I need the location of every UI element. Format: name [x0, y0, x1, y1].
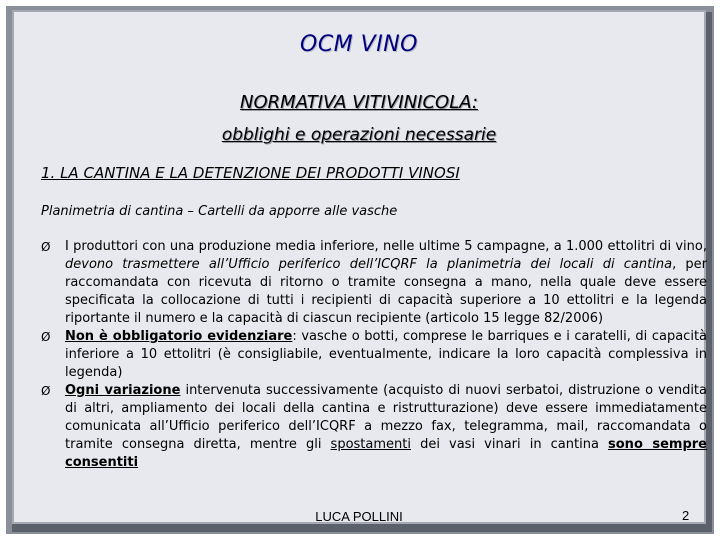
bullet-text: intervenuta successivamente (acquisto di nuovi serbatoi, distruzione o vendita di altri, ampliamento dei locali della cantina e ristrutturazione) deve essere immediatamente comunicata all’Ufficio periferico dell’ICQRF a mezzo fax, telegramma, mail, raccomandata o tramite consegna diretta, mentre gli [65, 383, 707, 452]
bullet-text-emphasis: Non è obbligatorio evidenziare [65, 329, 293, 344]
bullet-item-produttori [41, 238, 707, 328]
bullet-text: dei vasi vinari in cantina [410, 437, 609, 452]
bullet-text-emphasis: Ogni variazione [65, 383, 181, 398]
slide-title: OCM VINO [300, 32, 418, 57]
footer-author: LUCA POLLINI [315, 509, 403, 524]
slide-subtitle-obblighi: obblighi e operazioni necessarie [221, 125, 497, 145]
bullet-text-emphasis: sono sempre consentiti [65, 437, 707, 470]
bullet-item-ogni-variazione [41, 382, 707, 472]
bullet-text-underline: spostamenti [330, 437, 411, 452]
bullet-text: : vasche o botti, comprese le barriques e i caratelli, di capacità inferiore a 10 ettolitri (è consigliabile, eventualmente, indicare la loro capacità complessiva in legenda) [65, 329, 708, 380]
arrow-bullet-icon: Ø [41, 330, 51, 344]
bullet-text: , per raccomandata con ricevuta di ritorno o tramite consegna a mano, nella quale deve essere specificata la collocazione di tutti i recipienti di capacità superiore a 10 ettolitri e la legenda riportante il numero e la capacità di ciascun recipiente (articolo 15 legge 82/2006) [65, 257, 707, 326]
page-number: 2 [682, 508, 690, 523]
section-heading: 1. LA CANTINA E LA DETENZIONE DEI PRODOTTI VINOSI [41, 164, 460, 182]
bullet-item-non-obbligatorio [41, 328, 707, 382]
bullet-text-italic: devono trasmettere all’Ufficio periferico dell’ICQRF la planimetria dei locali di cantina [65, 257, 673, 272]
bullet-text: I produttori con una produzione media inferiore, nelle ultime 5 campagne, a 1.000 ettolitri di vino, [65, 239, 707, 254]
arrow-bullet-icon: Ø [41, 240, 51, 254]
bullet-list [41, 238, 707, 472]
arrow-bullet-icon: Ø [41, 384, 51, 398]
slide [12, 10, 706, 524]
slide-subtitle-normativa: NORMATIVA VITIVINICOLA: [240, 92, 478, 113]
subsection-heading: Planimetria di cantina – Cartelli da apporre alle vasche [41, 204, 398, 219]
